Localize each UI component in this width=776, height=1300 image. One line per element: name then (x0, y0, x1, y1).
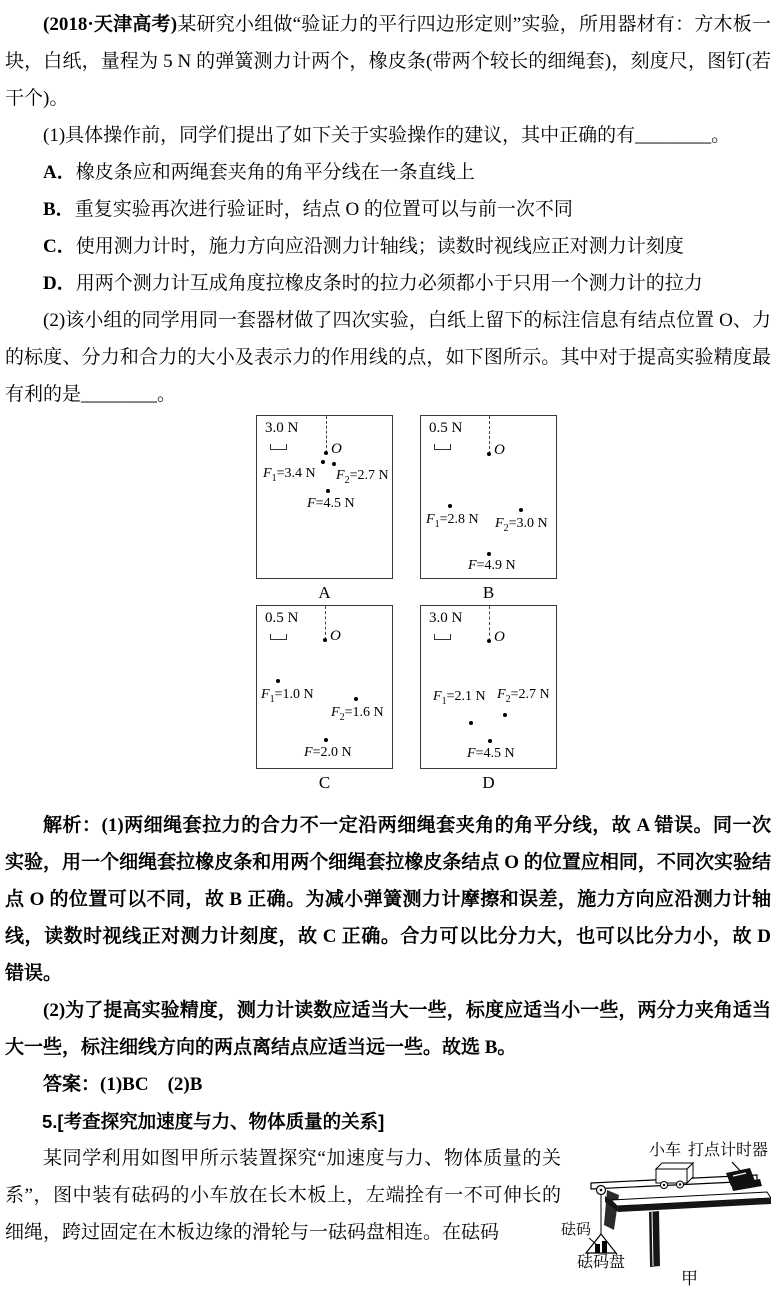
option-b (5, 191, 771, 228)
knot-O-label: O (494, 629, 505, 645)
knot-point-O (487, 639, 491, 643)
cart-label: 小车 (649, 1142, 682, 1159)
scale-bracket-icon (270, 444, 287, 450)
knot-O-label: O (330, 628, 341, 644)
force2-point (354, 697, 358, 701)
knot-point-O (324, 451, 328, 455)
diagram-C-letter: C (318, 773, 331, 792)
force2-label: $F_2=2.7$ N (497, 687, 550, 705)
diagram-D (420, 605, 557, 795)
force2-point (332, 462, 336, 466)
resultant-point (326, 489, 330, 493)
force1-label: $F_1=1.0$ N (261, 687, 314, 705)
table-leg-shape (649, 1211, 660, 1267)
weights-label: 砝码 (561, 1222, 592, 1238)
force1-label: $F_1=2.8$ N (426, 512, 479, 530)
diagram-B (420, 415, 557, 605)
figure-caption: 甲 (681, 1269, 698, 1288)
resultant-direction-dashed-line (325, 606, 326, 640)
problem-source: (2018·天津高考) (43, 14, 178, 35)
solution-part1 (5, 807, 771, 992)
force1-point (469, 721, 473, 725)
resultant-point (324, 738, 328, 742)
resultant-point (487, 552, 491, 556)
force2-label: $F_2=2.7$ N (336, 468, 389, 486)
force1-point (448, 504, 452, 508)
diagram-B-letter: B (482, 583, 495, 602)
apparatus-drawing (561, 1140, 771, 1300)
force1-point (276, 679, 280, 683)
weight-shape (595, 1244, 600, 1253)
resultant-label: F=4.5 N (467, 746, 515, 761)
experiment-diagrams (5, 415, 771, 807)
diagram-C-box (256, 605, 393, 769)
knot-O-label: O (331, 441, 342, 457)
question-1: (1)具体操作前，同学们提出了如下关于实验操作的建议，其中正确的有________。 (43, 125, 731, 146)
resultant-label: F=2.0 N (304, 745, 352, 760)
option-a-text: 橡皮条应和两绳套夹角的角平分线在一条直线上 (75, 162, 475, 183)
cart-shape (656, 1169, 687, 1183)
option-d (5, 265, 771, 302)
problem-intro-text: 某研究小组做“验证力的平行四边形定则”实验，所用器材有：方木板一块，白纸，量程为 5 N 的弹簧测力计两个，橡皮条(带两个较长的细绳套)，刻度尺，图钉(若干个)。 (5, 14, 771, 109)
option-d-letter: D． (43, 273, 76, 294)
option-c-text: 使用测力计时，施力方向应沿测力计轴线；读数时视线应正对测力计刻度 (75, 236, 684, 257)
force2-point (519, 508, 523, 512)
option-d-text: 用两个测力计互成角度拉橡皮条时的拉力必须都小于只用一个测力计的拉力 (75, 273, 703, 294)
option-c (5, 228, 771, 265)
force1-label: $F_1=3.4$ N (263, 466, 316, 484)
diagram-D-box (420, 605, 557, 769)
scale-bracket-icon (434, 444, 451, 450)
option-a (5, 154, 771, 191)
force2-label: $F_2=1.6$ N (331, 705, 384, 723)
knot-point-O (323, 638, 327, 642)
weight-shape (602, 1241, 607, 1253)
resultant-point (488, 739, 492, 743)
next-problem-row (5, 1140, 771, 1300)
diagram-C (256, 605, 393, 795)
next-problem-body: 某同学利用如图甲所示装置探究“加速度与力、物体质量的关系”，图中装有砝码的小车放在长木板上，左端拴有一不可伸长的细绳，跨过固定在木板边缘的滑轮与一砝码盘相连。在砝码 (5, 1148, 561, 1243)
option-c-letter: C． (43, 236, 76, 257)
scale-bracket-icon (270, 634, 287, 640)
force2-point (503, 713, 507, 717)
resultant-label: F=4.9 N (468, 558, 516, 573)
scale-value-label: 0.5 N (265, 610, 299, 626)
force1-point (321, 460, 325, 464)
resultant-label: F=4.5 N (307, 496, 355, 511)
question-2: (2)该小组的同学用同一套器材做了四次实验，白纸上留下的标注信息有结点位置 O、力的标度、分力和合力的大小及表示力的作用线的点，如下图所示。其中对于提高实验精度最有利的是________。 (5, 310, 771, 405)
option-a-letter: A． (43, 162, 76, 183)
solution-part1-text: (1)两细绳套拉力的合力不一定沿两细绳套夹角的角平分线，故 A 错误。同一次实验，用一个细绳套拉橡皮条和用两个细绳套拉橡皮条结点 O 的位置应相同，不同次实验结点 O 的位置可以不同，故 B 正确。为减小弹簧测力计摩擦和误差，施力方向应沿测力计轴线，读数时视线正对测力计刻度，故 C 正确。合力可以比分力大，也可以比分力小，故 D 错误。 (5, 815, 771, 984)
pan-label: 砝码盘 (577, 1254, 626, 1271)
knot-point-O (487, 452, 491, 456)
figure-top-labels (649, 1142, 768, 1160)
force2-label: $F_2=3.0$ N (495, 516, 548, 534)
answer-lead: 答案： (43, 1074, 101, 1095)
option-b-letter: B． (43, 199, 75, 220)
resultant-direction-dashed-line (326, 416, 327, 453)
option-b-text: 重复实验再次进行验证时，结点 O 的位置可以与前一次不同 (74, 199, 573, 220)
timer-label: 打点计时器 (688, 1142, 769, 1159)
diagram-A-box (256, 415, 393, 579)
answer-text: (1)BC (2)B (100, 1074, 203, 1095)
scale-value-label: 3.0 N (265, 420, 299, 436)
solution-lead: 解析： (43, 815, 102, 836)
diagram-A-letter: A (318, 583, 331, 602)
knot-O-label: O (494, 442, 505, 458)
resultant-direction-dashed-line (489, 606, 490, 641)
problem-intro (5, 6, 771, 117)
force1-label: $F_1=2.1$ N (433, 689, 486, 707)
solution-part2: (2)为了提高实验精度，测力计读数应适当大一些，标度应适当小一些，两分力夹角适当大一些，标注细线方向的两点离结点应适当远一些。故选 B。 (5, 1000, 771, 1058)
next-problem-heading: 5.[考查探究加速度与力、物体质量的关系] (42, 1111, 385, 1132)
scale-value-label: 0.5 N (429, 420, 463, 436)
scale-value-label: 3.0 N (429, 610, 463, 626)
answer-line (5, 1066, 771, 1103)
resultant-direction-dashed-line (489, 416, 490, 454)
diagram-B-box (420, 415, 557, 579)
scale-bracket-icon (434, 634, 451, 640)
diagram-D-letter: D (482, 773, 495, 792)
apparatus-figure (561, 1140, 771, 1300)
diagram-A (256, 415, 393, 605)
